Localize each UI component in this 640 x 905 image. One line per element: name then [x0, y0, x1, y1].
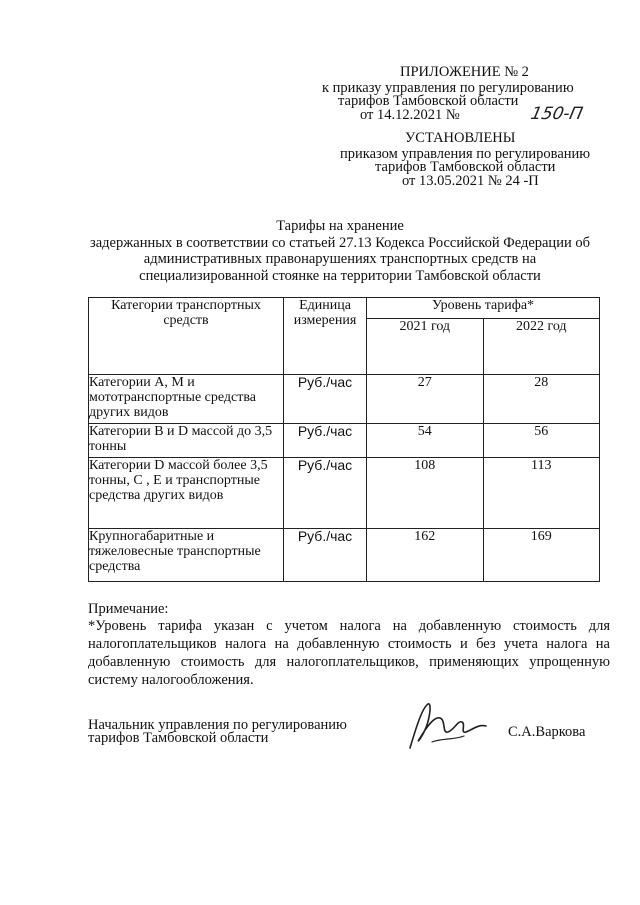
- table-row: [89, 424, 600, 458]
- document-title: Тарифы на хранение: [276, 218, 404, 234]
- tariff-2021-cell: 108: [367, 458, 484, 529]
- established-order-date: от 13.05.2021 № 24 -П: [402, 173, 539, 189]
- header-tariff-level: Уровень тарифа*: [367, 298, 600, 319]
- document-subtitle-line-1: задержанных в соответствии со статьей 27.13 Кодекса Российской Федерации об: [90, 235, 590, 251]
- tariff-2021-cell: 54: [367, 424, 484, 458]
- tariff-2022-cell: 28: [483, 375, 600, 424]
- handwritten-order-number: 150-П: [528, 104, 585, 124]
- signature-icon: [402, 698, 492, 753]
- table-row: [89, 529, 600, 582]
- tariff-2022-cell: 113: [483, 458, 600, 529]
- order-date: от 14.12.2021 №: [360, 107, 460, 123]
- signer-position: Начальник управления по регулированию: [88, 717, 347, 733]
- category-cell: Категории D массой более 3,5 тонны, С , Е и транспортные средства других видов: [89, 458, 284, 529]
- table-header-row: [89, 298, 600, 319]
- table-row: [89, 458, 600, 529]
- document-subtitle-line-3: специализированной стоянке на территории Тамбовской области: [139, 268, 541, 284]
- tariff-2021-cell: 162: [367, 529, 484, 582]
- category-cell: Категории А, М и мототранспортные средства других видов: [89, 375, 284, 424]
- established-authority: тарифов Тамбовской области: [375, 159, 556, 175]
- note-text: *Уровень тарифа указан с учетом налога на добавленную стоимость для налогоплательщиков налога на добавленную стоимость и без учета налога на добавленную стоимость для налогоплательщиков, применяющих упрощенную систему налогообложения.: [88, 618, 610, 688]
- unit-cell: Руб./час: [284, 375, 367, 424]
- established-by-order: приказом управления по регулированию: [340, 146, 591, 162]
- signer-position-authority: тарифов Тамбовской области: [88, 730, 269, 746]
- unit-cell: Руб./час: [284, 424, 367, 458]
- unit-cell: Руб./час: [284, 529, 367, 582]
- signer-name: С.А.Варкова: [508, 724, 586, 740]
- authority-name: тарифов Тамбовской области: [338, 93, 519, 109]
- tariff-2022-cell: 56: [483, 424, 600, 458]
- document-subtitle-line-2: административных правонарушениях транспортных средств на: [143, 251, 537, 267]
- header-year-2021: 2021 год: [367, 319, 484, 375]
- table-row: [89, 375, 600, 424]
- header-year-2022: 2022 год: [483, 319, 600, 375]
- tariff-2022-cell: 169: [483, 529, 600, 582]
- category-cell: Крупногабаритные и тяжеловесные транспортные средства: [89, 529, 284, 582]
- tariff-2021-cell: 27: [367, 375, 484, 424]
- unit-cell: Руб./час: [284, 458, 367, 529]
- order-reference: к приказу управления по регулированию: [322, 80, 574, 96]
- appendix-label: ПРИЛОЖЕНИЕ № 2: [400, 64, 529, 80]
- header-category: Категории транспортных средств: [89, 298, 284, 375]
- header-unit: Единица измерения: [284, 298, 367, 375]
- note-label: Примечание:: [88, 601, 169, 617]
- established-label: УСТАНОВЛЕНЫ: [405, 130, 516, 146]
- tariff-table: [88, 297, 600, 582]
- category-cell: Категории В и D массой до 3,5 тонны: [89, 424, 284, 458]
